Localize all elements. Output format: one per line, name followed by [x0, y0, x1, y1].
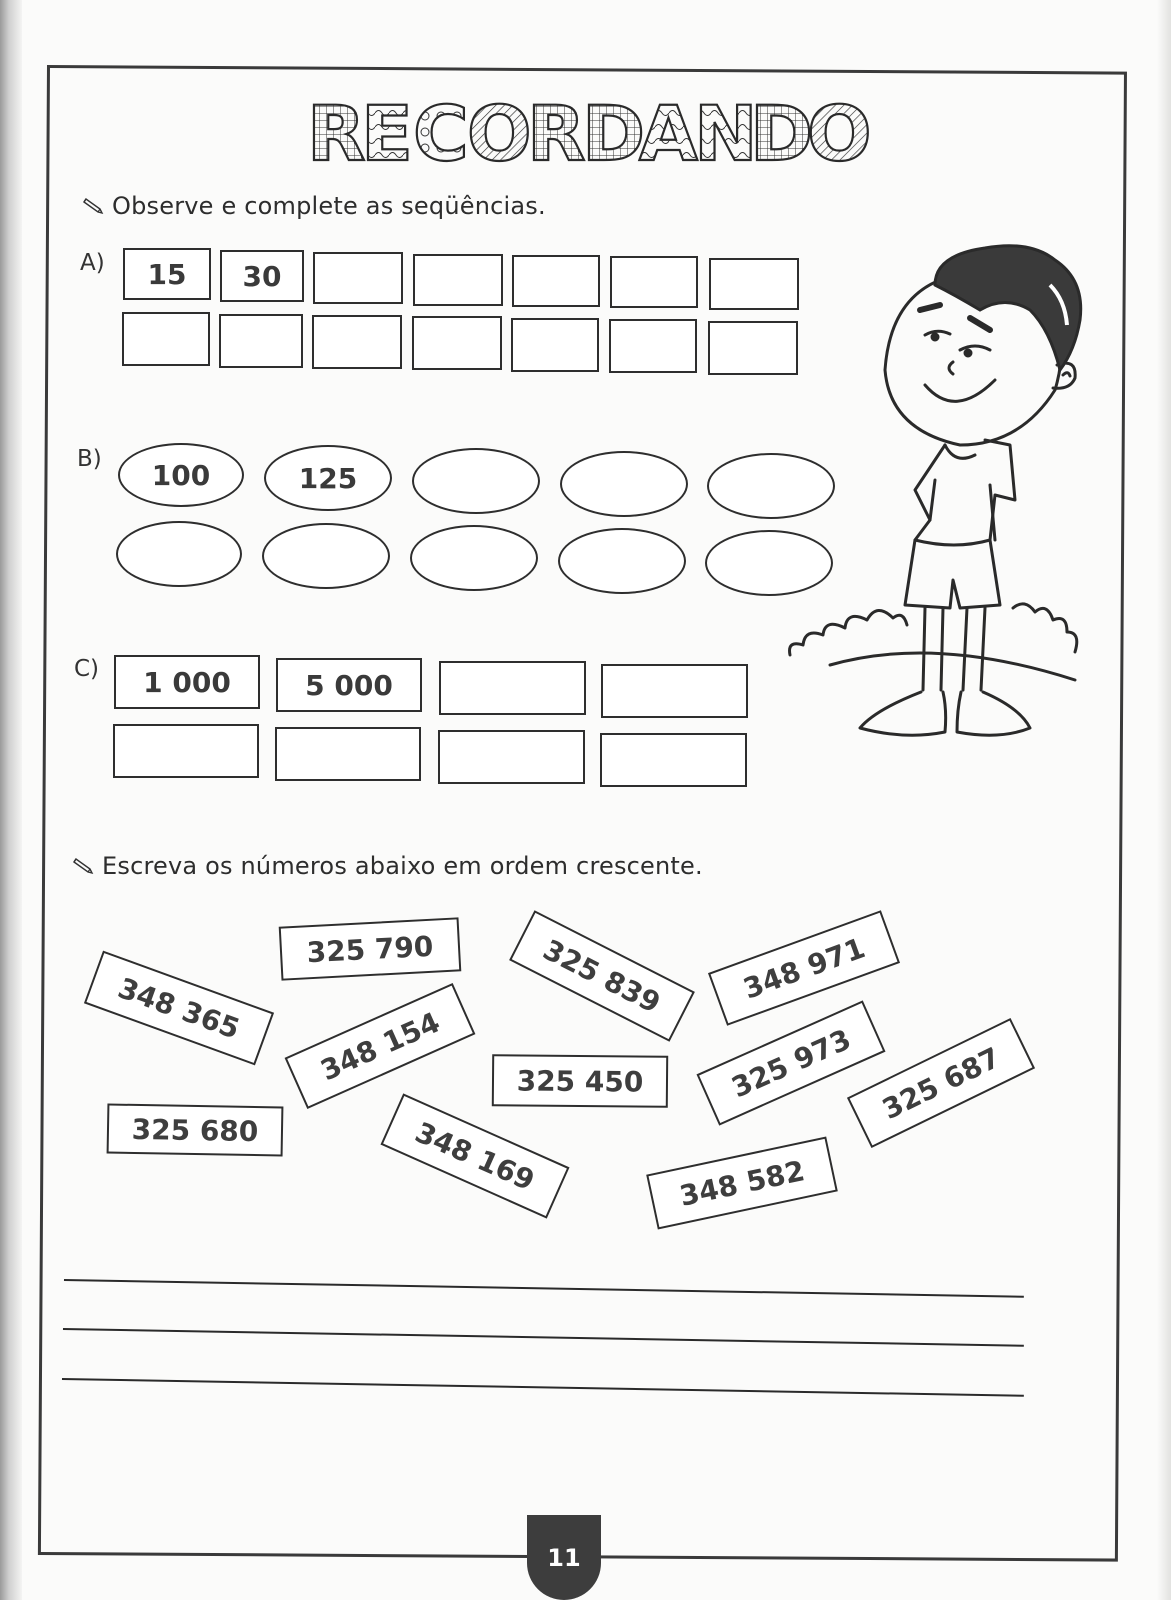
sequence-c-blank[interactable] [439, 661, 586, 715]
pencil-icon [72, 858, 94, 876]
sequence-a-blank[interactable] [609, 319, 697, 373]
number-card: 348 971 [708, 910, 900, 1026]
sequence-a-blank[interactable] [511, 318, 599, 372]
sequence-b-blank[interactable] [116, 521, 242, 587]
sequence-b-blank[interactable] [412, 448, 540, 514]
sequence-a-blank[interactable] [610, 256, 698, 308]
svg-text:D: D [582, 92, 646, 172]
sequence-a-blank[interactable] [122, 312, 210, 366]
number-card: 348 154 [285, 983, 476, 1109]
instruction-text: Escreva os números abaixo em ordem crescente. [102, 852, 703, 880]
sequence-b-blank[interactable] [558, 528, 686, 594]
svg-text:O: O [467, 92, 532, 172]
sequence-a-label: A) [80, 250, 105, 276]
sequence-a-blank[interactable] [413, 254, 503, 306]
sequence-b-blank[interactable] [410, 525, 538, 591]
svg-text:R: R [527, 92, 586, 172]
sequence-b-blank[interactable] [262, 523, 390, 589]
sequence-c-blank[interactable] [113, 724, 259, 778]
svg-text:N: N [694, 92, 758, 172]
sequence-a-blank[interactable] [412, 316, 502, 370]
svg-text:O: O [807, 92, 870, 172]
svg-text:R: R [307, 92, 366, 172]
number-card: 348 169 [380, 1093, 569, 1218]
svg-text:D: D [750, 92, 814, 172]
instruction-text: Observe e complete as seqüências. [112, 192, 546, 220]
sequence-c-blank[interactable] [438, 730, 585, 784]
svg-text:A: A [639, 92, 698, 172]
page-edge-shadow [1157, 0, 1171, 1600]
boy-illustration [785, 240, 1085, 745]
svg-text:C: C [413, 92, 469, 172]
number-card: 348 365 [84, 951, 274, 1066]
number-card: 325 450 [492, 1054, 668, 1108]
page-number-tab [527, 1515, 601, 1600]
number-card: 325 680 [107, 1103, 284, 1156]
sequence-c-cell: 1 000 [114, 655, 260, 709]
page-binding-shadow [0, 0, 22, 1600]
number-card: 348 582 [646, 1136, 838, 1229]
sequence-a-cell: 15 [123, 248, 211, 300]
sequence-c-blank[interactable] [600, 733, 747, 787]
number-card: 325 790 [279, 917, 462, 980]
sequence-b-cell: 125 [264, 445, 392, 511]
exercise2-instruction [72, 852, 703, 880]
sequence-a-blank[interactable] [312, 315, 402, 369]
sequence-a-blank[interactable] [219, 314, 303, 368]
sequence-b-label: B) [77, 446, 102, 472]
exercise1-instruction [82, 192, 546, 220]
pencil-icon [82, 198, 104, 216]
sequence-c-cell: 5 000 [276, 658, 422, 712]
page-title [305, 92, 870, 172]
sequence-b-cell: 100 [118, 443, 244, 507]
number-card: 325 687 [847, 1018, 1035, 1148]
sequence-c-blank[interactable] [601, 664, 748, 718]
sequence-c-blank[interactable] [275, 727, 421, 781]
number-card: 325 839 [509, 910, 695, 1042]
sequence-a-cell: 30 [220, 250, 304, 302]
number-card: 325 973 [696, 1000, 885, 1125]
sequence-a-blank[interactable] [512, 255, 600, 307]
sequence-b-blank[interactable] [560, 451, 688, 517]
decorative-title-lettering [305, 92, 870, 172]
svg-text:E: E [361, 92, 413, 172]
sequence-c-label: C) [74, 656, 100, 682]
sequence-a-blank[interactable] [313, 252, 403, 304]
page-number: 11 [547, 1543, 581, 1572]
